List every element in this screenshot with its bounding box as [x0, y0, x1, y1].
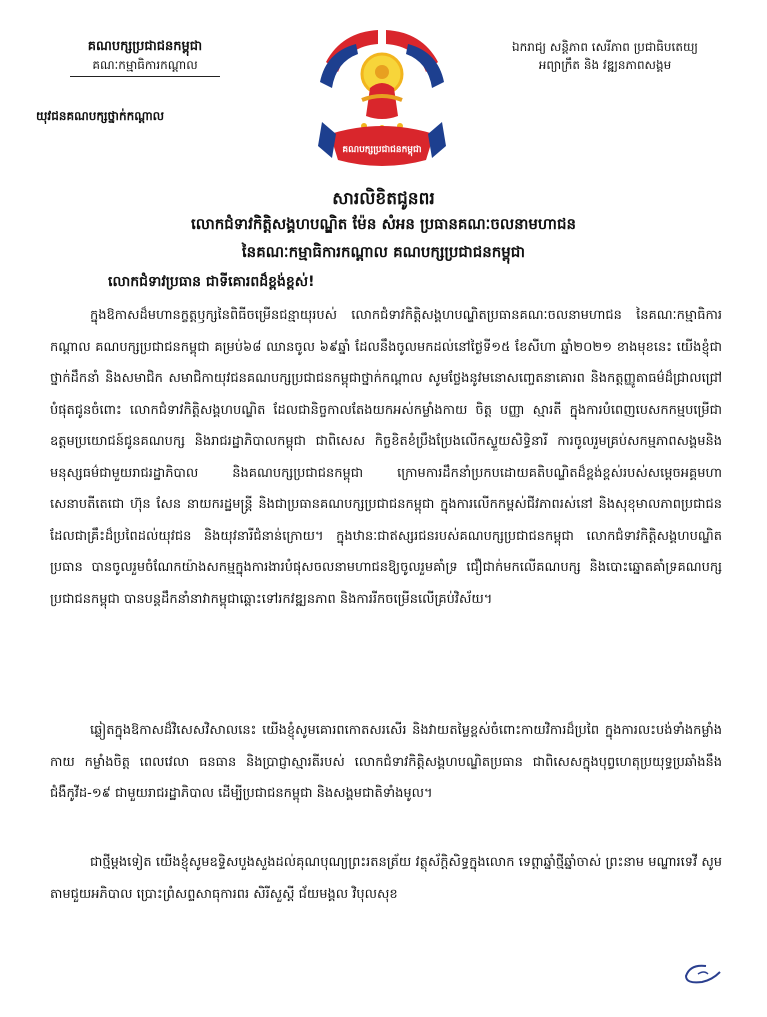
letter-subtitle-1: លោកជំទាវកិត្តិសង្គហបណ្ឌិត ម៉ែន សំអន ប្រធានគណៈចលនាមហាជន	[190, 215, 577, 233]
header-divider	[70, 76, 220, 77]
paragraph-2: ឆ្លៀតក្នុងឱកាសដ៏វិសេសវិសាលនេះ យើងខ្ញុំសូមគោរពកោតសរសើរ និងវាយតម្លៃខ្ពស់ចំពោះកាយវិការដ៏ប្រពៃ ក្នុងការលះបង់ទាំងកម្លាំងកាយ កម្លាំងចិត្ត ពេលវេលា ធនធាន និងប្រាជ្ញាស្មារតីរបស់ លោកជំទាវកិត្តិសង្គហបណ្ឌិតប្រធាន ជាពិសេសក្នុងបុព្វហេតុប្រយុទ្ធប្រឆាំងនឹងជំងឺកូវីដ-១៩ ជាមួយរាជរដ្ឋាភិបាល ដើម្បីប្រជាជនកម្ពុជា និងសង្គមជាតិទាំងមូល។	[50, 723, 722, 801]
party-logo	[312, 22, 452, 172]
party-name: គណបក្សប្រជាជនកម្ពុជា	[87, 39, 203, 54]
paragraph-3: ជាថ្មីម្តងទៀត យើងខ្ញុំសូមឧទ្ទិសបួងសួងដល់គុណបុណ្យព្រះរតនត្រ័យ វត្ថុស័ក្តិសិទ្ធក្នុងលោក ទេព្តាឆ្នាំថ្មីឆ្នាំចាស់ ព្រះនាម មណ្ឌារទេវី សូមតាមជួយអភិបាល ប្រោះព្រំសព្ទសាធុការពរ សិរីសួស្តី ជ័យមង្គល វិបុលសុខ	[50, 855, 722, 902]
logo-base-blue-right	[428, 122, 446, 158]
letter-subtitle-2: នៃគណៈកម្មាធិការកណ្តាល គណបក្សប្រជាជនកម្ពុជា	[241, 243, 526, 261]
logo-base-blue-left	[318, 122, 336, 158]
letter-title: សារលិខិតជូនពរ	[332, 189, 435, 209]
youth-unit: យុវជនគណបក្សថ្នាក់កណ្តាល	[36, 109, 165, 123]
logo-goddess-body	[366, 83, 398, 119]
header-right	[470, 38, 740, 74]
committee-name: គណៈកម្មាធិការកណ្តាល	[92, 58, 198, 72]
national-motto-line2: អព្យាក្រឹត និង វឌ្ឍនភាពសង្គម	[538, 58, 672, 72]
logo-goddess-head	[375, 65, 389, 79]
signature-mark	[676, 958, 726, 988]
salutation: លោកជំទាវប្រធាន ជាទីគោរពដ៏ខ្ពង់ខ្ពស់!	[108, 274, 315, 290]
national-motto-line1: ឯករាជ្យ សន្តិភាព សេរីភាព ប្រជាធិបតេយ្យ	[512, 40, 698, 54]
paragraph-1: ក្នុងឱកាសដ៏មហានក្ខត្តឫក្សនៃពិធីចម្រើនជន្មាយុរបស់ លោកជំទាវកិត្តិសង្គហបណ្ឌិតប្រធានគណៈចលនាមហាជន នៃគណៈកម្មាធិការកណ្តាល គណបក្សប្រជាជនកម្ពុជា គម្រប់៦៨ ឈានចូល ៦៩ឆ្នាំ ដែលនឹងចូលមកដល់នៅថ្ងៃទី១៥ ខែសីហា ឆ្នាំ២០២១ ខាងមុខនេះ យើងខ្ញុំជាថ្នាក់ដឹកនាំ និងសមាជិក សមាជិកាយុវជនគណបក្សប្រជាជនកម្ពុជាថ្នាក់កណ្តាល សូមថ្លែងនូវមនោសញ្ចេតនាគោរព និងកត្តញ្ញូតាធម៌ដ៏ជ្រាលជ្រៅបំផុតជូនចំពោះ លោកជំទាវកិត្តិសង្គហបណ្ឌិត ដែលជានិច្ចកាលតែងយកអស់កម្លាំងកាយ ចិត្ត បញ្ញា ស្មារតី ក្នុងការបំពេញបេសកកម្មបម្រើជាឧត្តមប្រយោជន៍ជូនគណបក្ស និងរាជរដ្ឋាភិបាលកម្ពុជា ជាពិសេស កិច្ចខិតខំប្រឹងប្រែងលើកស្ទួយសិទ្ធិនារី ការចូលរួមគ្រប់សកម្មភាពសង្គមនិងមនុស្សធម៌ជាមួយរាជរដ្ឋាភិបាល និងគណបក្សប្រជាជនកម្ពុជា ក្រោមការដឹកនាំប្រកបដោយគតិបណ្ឌិតដ៏ខ្ពង់ខ្ពស់របស់សម្តេចអគ្គមហាសេនាបតីតេជោ ហ៊ុន សែន នាយករដ្ឋមន្ត្រី និងជាប្រធានគណបក្សប្រជាជនកម្ពុជា ក្នុងការលើកកម្ពស់ជីវភាពរស់នៅ និងសុខុមាលភាពប្រជាជន ដែលជាគ្រឹះដ៏ប្រពៃដល់យុវជន និងយុវនារីជំនាន់ក្រោយ។ ក្នុងឋានៈជាឥស្សរជនរបស់គណបក្សប្រជាជនកម្ពុជា លោកជំទាវកិត្តិសង្គហបណ្ឌិតប្រធាន បានចូលរួមចំណែកយ៉ាងសកម្មក្នុងការងារបំផុសចលនាមហាជនឱ្យចូលរួមគាំទ្រ ជឿជាក់មកលើគណបក្ស និងបោះឆ្នោតគាំទ្រគណបក្សប្រជាជនកម្ពុជា បានបន្តដឹកនាំនាវាកម្ពុជាឆ្ពោះទៅរកវឌ្ឍនភាព និងការរីកចម្រើនលើគ្រប់វិស័យ។	[50, 308, 722, 607]
logo-label: គណបក្សប្រជាជនកម្ពុជា	[342, 145, 422, 155]
letter-body	[50, 300, 722, 916]
header-left	[36, 38, 250, 123]
